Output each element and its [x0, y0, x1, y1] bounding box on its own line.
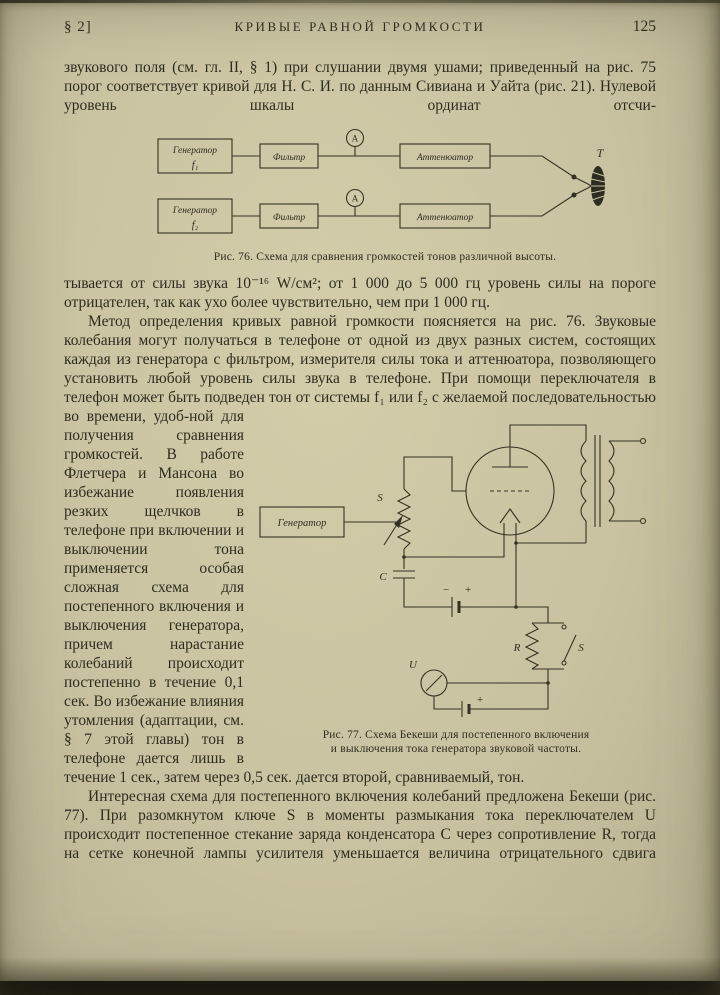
- filter-1-label: Фильтр: [272, 153, 306, 163]
- telephone-label: T: [596, 146, 604, 160]
- wire-block-to-commutator: [447, 669, 548, 683]
- transformer-core: [595, 435, 600, 527]
- scan-edge-bar: [0, 981, 720, 995]
- attenuator-2-label: Аттенюатор: [416, 213, 474, 223]
- battery1-plus-label: +: [464, 584, 472, 596]
- fig76-caption: Рис. 76. Схема для сравнения громкостей тонов различной высоты.: [213, 251, 557, 263]
- generator-1-frequency: f₁: [191, 160, 199, 171]
- ammeter-2-label: A: [351, 193, 359, 204]
- capacitor-icon: [393, 557, 452, 607]
- commutator-arm: [426, 675, 442, 691]
- generator-2-label: Генератор: [172, 206, 218, 216]
- paragraph-3-part-b: ной для получения сравнения громкостей. В работе Флетчера и Мансона во избежание появления резких щелчков в телефоне при включении и выключении тона применяется особая сложная схема для постепенного включения и выключения генератора, причем нарастание колебаний происходит постепенно в течение 0,1 сек. Во избежание влияния утомления (адаптации, см. § 7 этой главы) тон в телефоне дается лишь в течение 1 сек., затем через 0,5 сек. дается второй, сравниваемый, тон.: [64, 408, 525, 786]
- generator-label: Генератор: [277, 518, 327, 529]
- filter-2-label: Фильтр: [272, 213, 306, 223]
- paragraph-2: тывается от силы звука 10⁻¹⁶ W/см²; от 1 000 до 5 000 гц уровень силы на пороге отрицателен, так как ухо более чувствительно, чем при 1 000 гц.: [64, 275, 656, 311]
- output-terminal-2: [641, 519, 646, 524]
- switch-label: S: [578, 642, 584, 654]
- running-title: КРИВЫЕ РАВНОЙ ГРОМКОСТИ: [234, 19, 486, 34]
- commutator-label: U: [409, 659, 417, 671]
- transformer-secondary: [609, 441, 614, 521]
- switch-blade: [564, 635, 576, 661]
- page-header: [64, 18, 656, 36]
- scan-top-edge: [0, 0, 720, 3]
- switch-contact-2: [572, 193, 576, 197]
- page-content: [64, 18, 656, 863]
- paragraph-1: звукового поля (см. гл. II, § 1) при слушании двумя ушами; приведенный на рис. 75 порог соответствует кривой для Н. С. И. по данным Сивиана и Уайта (рис. 21). Нулевой уровень шкалы ординат отсчи-: [64, 59, 656, 114]
- wire-battery-to-block: [461, 607, 549, 623]
- battery2-plus-label: +: [476, 694, 484, 706]
- wire-commutator-to-battery2: [434, 696, 461, 709]
- paragraph-3: [64, 312, 656, 787]
- capacitor-label: C: [379, 571, 387, 583]
- fig77-caption-line1: Рис. 77. Схема Бекеши для постепенного включения: [322, 729, 590, 741]
- section-marker: § 2]: [64, 19, 92, 35]
- tube-filament: [500, 509, 520, 523]
- potentiometer-label: S: [377, 492, 383, 504]
- tube-plate: [492, 425, 586, 467]
- figure-77: [256, 411, 656, 756]
- transformer-primary: [581, 441, 586, 521]
- fig77-caption: [256, 728, 656, 756]
- paragraph-4: Интересная схема для постепенного включения колебаний предложена Бекеши (рис. 77). При разомкнутом ключе S в моменты размыкания тока переключателем U происходит постепенное стекание заряда конденсатора C через сопротивление R, тогда на сетке конечной лампы усилителя уменьшается величина отрицательного сдвига: [64, 788, 656, 862]
- switch-contact-top: [562, 625, 566, 629]
- generator-2-frequency: f₂: [191, 220, 199, 231]
- fig76-schematic: [150, 127, 620, 245]
- page-number: 125: [632, 18, 656, 35]
- paragraph-3-part-a: Метод определения кривых равной громкости поясняется на рис. 76. Звуковые колебания могут получаться в телефоне от одной из двух разных систем, состоящих каждая из генератора с фильтром, измерителя силы тока и аттенюатора, позволяющего установить любой уровень силы звука в телефоне. При помощи переключателя в телефон может быть подведен тон от системы f₁ или f₂ с желаемой последовательностью во времени, удоб-: [64, 313, 656, 425]
- generator-1-label: Генератор: [172, 146, 218, 156]
- ammeter-1-label: A: [351, 133, 359, 144]
- page-bottom-shadow: [0, 957, 720, 981]
- attenuator-1-label: Аттенюатор: [416, 153, 474, 163]
- switch-contact-1: [572, 175, 576, 179]
- cathode-wires: [404, 521, 586, 607]
- resistor-label: R: [513, 642, 521, 654]
- output-terminal-1: [641, 439, 646, 444]
- figure-76: [150, 127, 620, 264]
- resistor-icon: [526, 623, 538, 669]
- switch-contact-bottom: [562, 661, 566, 665]
- battery1-minus-label: −: [442, 584, 450, 596]
- fig77-schematic: [256, 411, 656, 723]
- fig77-caption-line2: и выключения тока генератора звуковой частоты.: [330, 743, 582, 755]
- wire-grid: [404, 457, 466, 491]
